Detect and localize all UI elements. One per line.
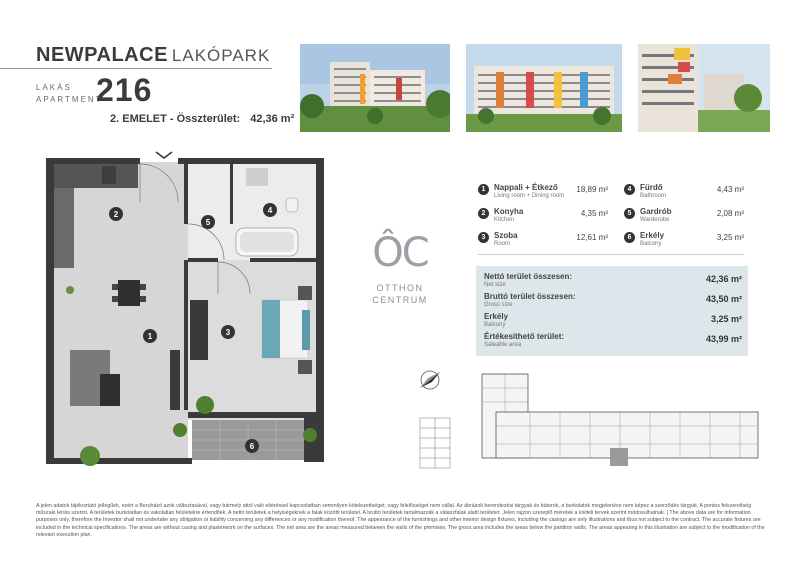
area-summary bbox=[476, 266, 748, 356]
apartment-label-en: APARTMENT bbox=[36, 95, 103, 104]
plan-marker-6: 6 bbox=[249, 442, 255, 451]
apartment-number: 216 bbox=[96, 72, 153, 108]
disclaimer-text: A jelen adatok tájékoztató jellegűek, ezért a Beruházó azok változtasával, vagy bármely attól való eltéréssel kapcsolatban semmilyen kötelezettséget, vagy felelősséget nem vállal. Az ábrázolt berendezési tárgyak és bútorok, a burkolatok megjelenése nem képez a szerződés tárgyát. A pontos felszereltség műszaki leírás szerint. A területek burkolatlan és vakolatlan felületekre értendőek. A nettó területek a helyiségeknek a falak közötti területei. A bruttó területek tartalmazzák a válaszfalak alatti területet. Jelen rajzon szereplő méretek a kiviteli tervek szerint módosulhatnak. | The above data are for information purposes only, therefore the Investor shall not undertake any obligation or liability concerning any differences or any modification thereof. The appearance of the furnishings and other interior design fixtures, including the casings are only illustrations and thus not subject to the contract. The accurate fixtures are included in the technical specifications. The areas are without casing and plasterwork on the surfaces. The net area are the areas measured between the walls of the premises. The gross area includes the areas below the partition walls. The areas appearing in this illustration are subject to the modification of the relevant execution plan. bbox=[36, 503, 765, 538]
brand-name: NEWPALACE bbox=[36, 44, 168, 66]
apartment-label-hu: LAKÁS bbox=[36, 83, 72, 92]
logo-line-2: CENTRUM bbox=[372, 295, 428, 305]
logo-line-1: OTTHON bbox=[376, 283, 424, 293]
room-item: 1 Nappali + Étkező Living room + Dining room 18,89 m² bbox=[478, 182, 608, 206]
plan-marker-4: 4 bbox=[267, 206, 273, 215]
summary-row: Értékesíthető terület: Saleable area 43,99 m² bbox=[484, 332, 742, 348]
building-photo-3 bbox=[638, 44, 770, 132]
room-item: 5 Gardrób Warderobe 2,08 m² bbox=[624, 206, 744, 230]
logo-letters: ÔC bbox=[372, 230, 428, 276]
header-divider bbox=[0, 68, 272, 69]
summary-row: Nettó terület összesen: Net size 42,36 m² bbox=[484, 272, 742, 288]
apartment-label bbox=[36, 82, 103, 106]
brand-title bbox=[36, 44, 270, 67]
compass-icon bbox=[420, 371, 440, 389]
plan-marker-3: 3 bbox=[225, 328, 231, 337]
otthon-centrum-logo bbox=[370, 230, 430, 306]
site-plan bbox=[400, 368, 770, 493]
room-divider bbox=[478, 254, 744, 255]
plan-marker-2: 2 bbox=[113, 210, 119, 219]
brand-subtitle: LAKÓPARK bbox=[171, 46, 271, 65]
room-item: 4 Fürdő Bathroom 4,43 m² bbox=[624, 182, 744, 206]
room-item: 2 Konyha Kitchen 4,35 m² bbox=[478, 206, 608, 230]
summary-row: Bruttó terület összesen: Gross size 43,50 m² bbox=[484, 292, 742, 308]
plan-marker-1: 1 bbox=[147, 332, 153, 341]
plan-marker-5: 5 bbox=[205, 218, 211, 227]
total-area: 42,36 m² bbox=[250, 113, 295, 125]
building-photo-2 bbox=[466, 44, 622, 132]
floor-plan bbox=[40, 150, 340, 500]
floor-text: 2. EMELET - Összterület: bbox=[110, 113, 241, 125]
summary-row: Erkély Balcony 3,25 m² bbox=[484, 312, 742, 328]
logo-text bbox=[370, 282, 430, 306]
floor-info bbox=[110, 113, 294, 125]
room-item: 6 Erkély Balcony 3,25 m² bbox=[624, 230, 744, 254]
room-item: 3 Szoba Room 12,61 m² bbox=[478, 230, 608, 254]
apartment-highlight bbox=[610, 448, 628, 466]
building-photo-1 bbox=[300, 44, 450, 132]
